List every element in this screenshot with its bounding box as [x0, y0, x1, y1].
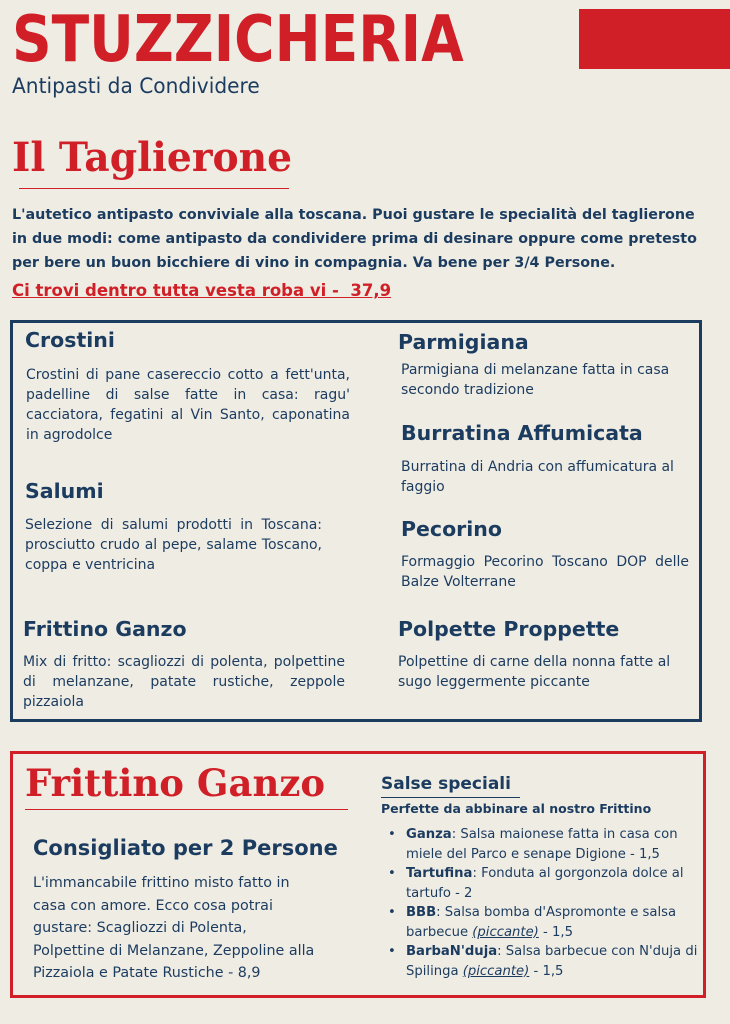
item-name-pecorino: Pecorino — [401, 517, 502, 541]
item-desc-frittino: Mix di fritto: scagliozzi di polenta, polpettine di melanzane, patate rustiche, zeppole pizzaiola — [23, 654, 345, 710]
item-name-polpette: Polpette Proppette — [398, 617, 620, 641]
salse-subtitle: Perfette da abbinare al nostro Frittino — [381, 801, 652, 816]
item-desc-parmigiana: Parmigiana di melanzane fatta in casa secondo tradizione — [401, 362, 670, 398]
item-desc-salumi: Selezione di salumi prodotti in Toscana: prosciutto crudo al pepe, salame Toscano, coppa e ventricina — [25, 517, 322, 573]
item-name-frittino: Frittino Ganzo — [23, 617, 187, 641]
item-desc-crostini: Crostini di pane casereccio cotto a fett'unta, padelline di salse fatte in casa: ragu' cacciatora, fegatini al Vin Santo, caponatina in agrodolce — [26, 367, 350, 443]
taglierone-description: L'autetico antipasto conviviale alla toscana. Puoi gustare le specialità del taglierone in due modi: come antipasto da condividere prima di desinare oppure come pretesto per bere un buon bicchiere di vino in compagnia. Va bene per 3/4 Persone. — [12, 207, 697, 271]
item-name-salumi: Salumi — [25, 479, 104, 503]
item-desc-pecorino: Formaggio Pecorino Toscano DOP delle Balze Volterrane — [401, 554, 689, 590]
list-item: • BarbaN'duja: Salsa barbecue con N'duja di Spilinga (piccante) - 1,5 — [388, 942, 698, 981]
item-name-burratina: Burratina Affumicata — [401, 421, 643, 445]
list-item: • Ganza: Salsa maionese fatta in casa con miele del Parco e senape Digione - 1,5 — [388, 825, 698, 864]
item-desc-polpette: Polpettine di carne della nonna fatte al sugo leggermente piccante — [398, 654, 671, 690]
item-name-crostini: Crostini — [25, 328, 115, 352]
list-item: • BBB: Salsa bomba d'Aspromonte e salsa barbecue (piccante) - 1,5 — [388, 903, 698, 942]
item-desc-burratina: Burratina di Andria con affumicatura al faggio — [401, 459, 674, 495]
frittino-underline — [25, 809, 348, 810]
salse-list — [388, 825, 698, 981]
page-subtitle: Antipasti da Condividere — [12, 74, 260, 98]
salse-title: Salse speciali — [381, 774, 511, 794]
decorative-red-bar — [579, 9, 730, 69]
frittino-subtitle: Consigliato per 2 Persone — [33, 836, 338, 860]
page-title: STUZZICHERIA — [12, 3, 464, 77]
salse-underline — [381, 797, 520, 798]
frittino-title: Frittino Ganzo — [25, 761, 326, 805]
item-name-parmigiana: Parmigiana — [398, 330, 529, 354]
taglierone-price: Ci trovi dentro tutta vesta roba vi - 37,9 — [12, 281, 392, 300]
taglierone-underline — [19, 188, 289, 189]
list-item: • Tartufina: Fonduta al gorgonzola dolce al tartufo - 2 — [388, 864, 698, 903]
frittino-description: L'immancabile frittino misto fatto in casa con amore. Ecco cosa potrai gustare: Scagliozzi di Polenta, Polpettine di Melanzane, Zeppoline alla Pizzaiola e Patate Rustiche - 8,9 — [33, 875, 315, 981]
taglierone-title: Il Taglierone — [12, 134, 293, 181]
